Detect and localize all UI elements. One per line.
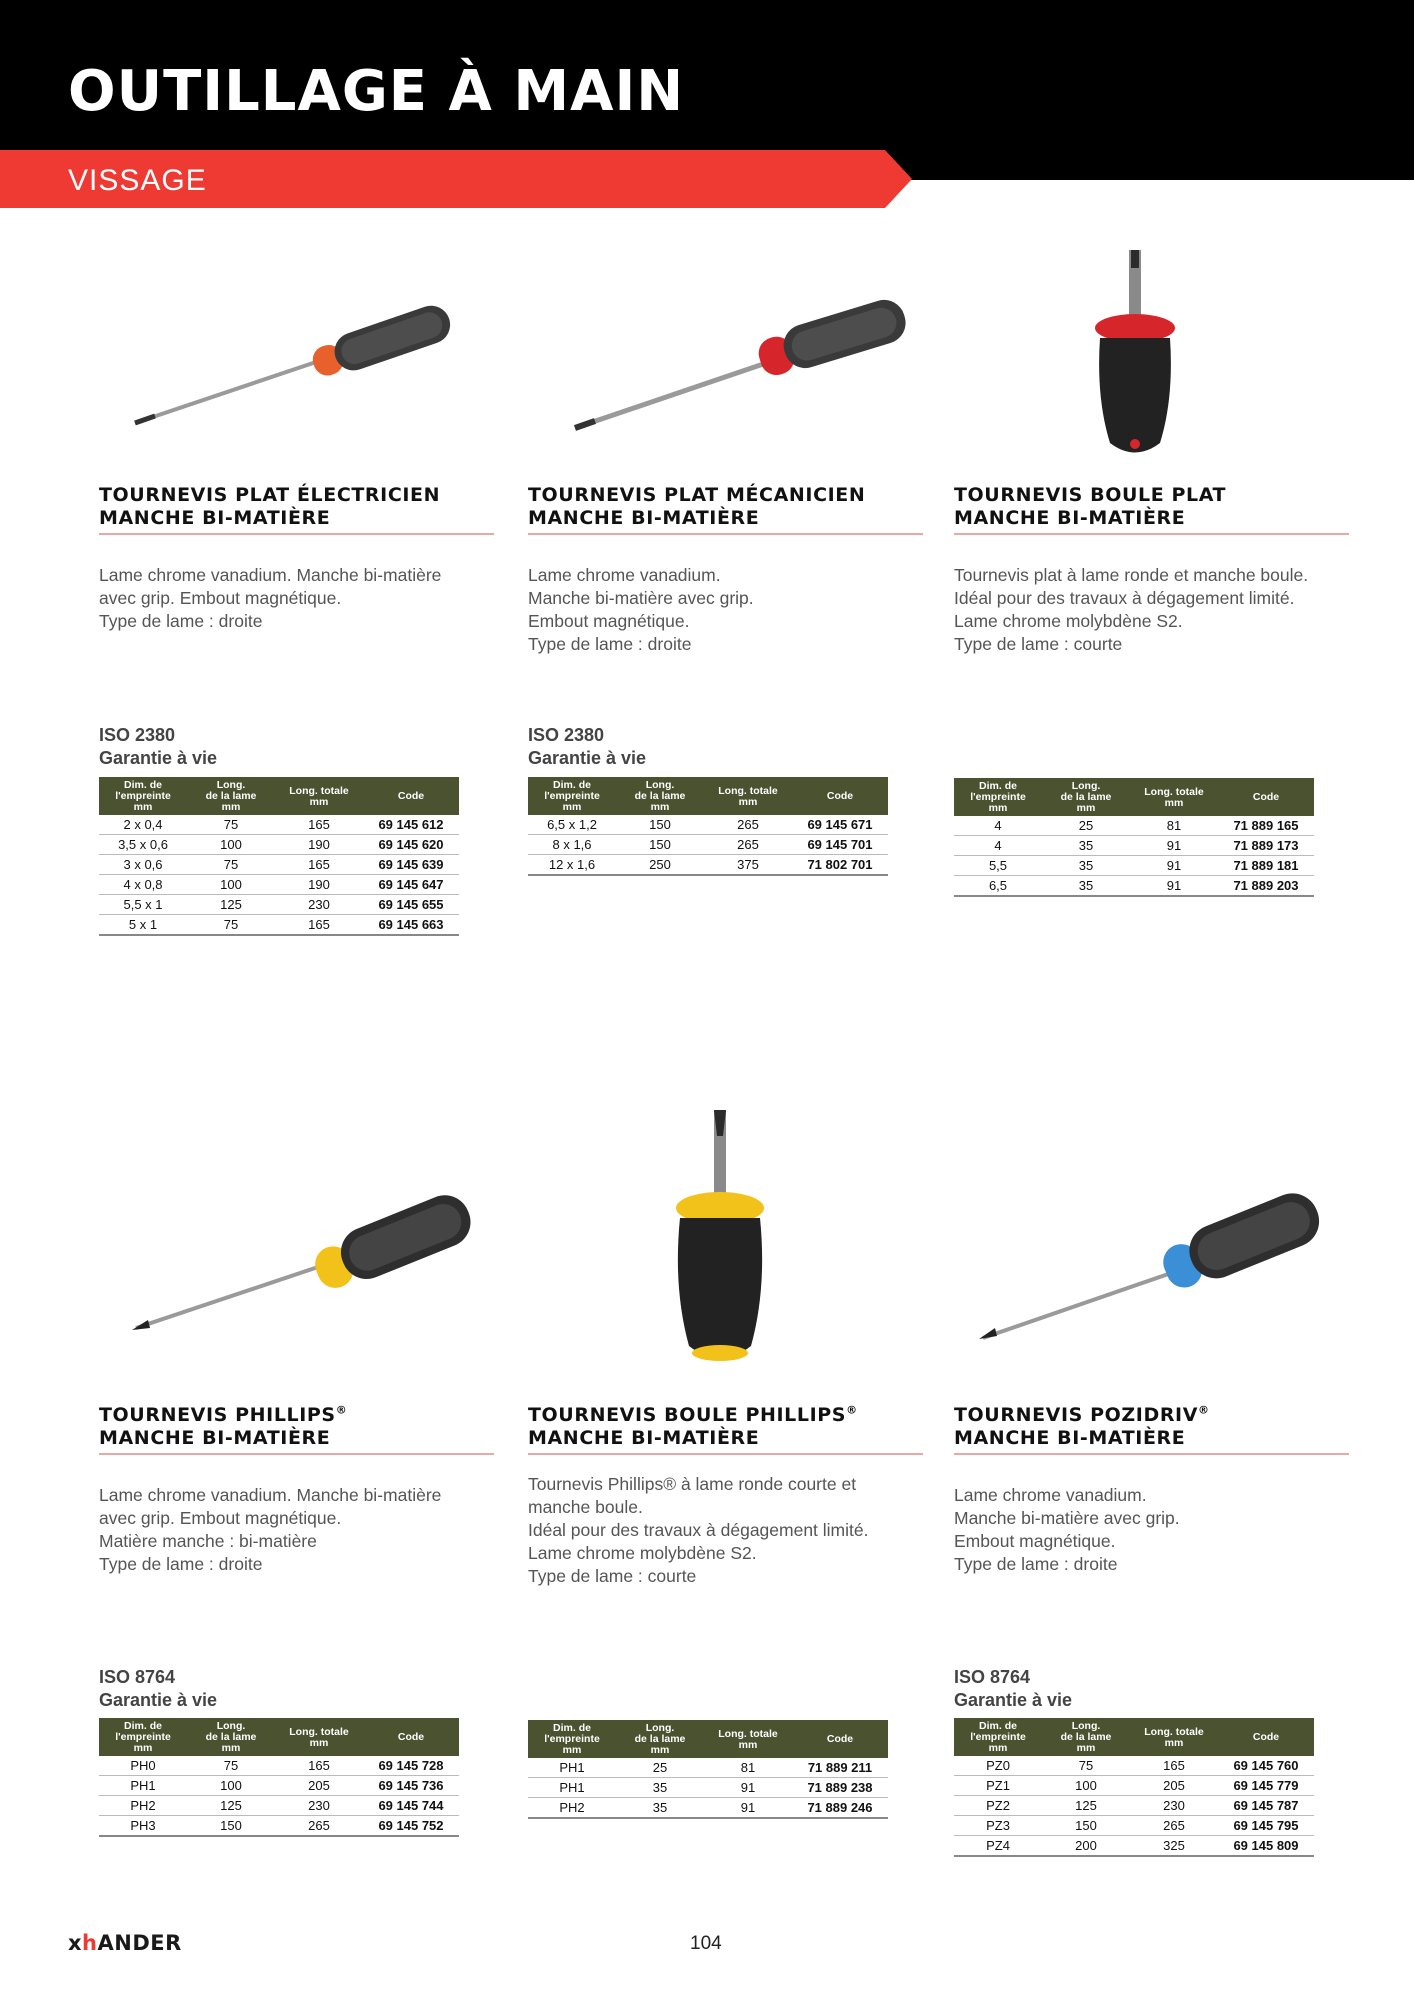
column-header-code: Code [363, 777, 459, 815]
product-standard: ISO 2380 Garantie à vie [99, 725, 218, 768]
table-cell: 91 [1130, 856, 1218, 876]
table-cell: 69 145 655 [363, 895, 459, 915]
product-title: TOURNEVIS PLAT MÉCANICIEN MANCHE BI-MATIÈRE [528, 484, 866, 529]
table-cell: 230 [275, 895, 363, 915]
table-cell: 265 [704, 815, 792, 835]
table-cell: 165 [275, 1756, 363, 1776]
spec-table [99, 777, 459, 936]
page-title: OUTILLAGE À MAIN [68, 59, 685, 124]
table-cell: 265 [275, 1816, 363, 1837]
product-description: Tournevis plat à lame ronde et manche boule. Idéal pour des travaux à dégagement limité. Lame chrome molybdène S2. Type de lame : courte [954, 565, 1309, 654]
table-row [528, 1758, 888, 1778]
table-row [99, 815, 459, 835]
table-cell: 69 145 736 [363, 1776, 459, 1796]
product-standard: ISO 8764 Garantie à vie [954, 1667, 1073, 1710]
table-row [99, 875, 459, 895]
table-cell: 81 [1130, 816, 1218, 836]
column-header-dim: Dim. de l'empreinte mm [528, 777, 616, 815]
table-cell: 5,5 x 1 [99, 895, 187, 915]
table-cell: 69 145 760 [1218, 1756, 1314, 1776]
column-header-code: Code [1218, 778, 1314, 816]
stubby-phillips-screwdriver-yellow-image [665, 1108, 775, 1373]
table-cell: 69 145 787 [1218, 1796, 1314, 1816]
table-cell: 71 889 165 [1218, 816, 1314, 836]
table-cell: 100 [187, 1776, 275, 1796]
table-row [528, 855, 888, 876]
product-description: Tournevis Phillips® à lame ronde courte et manche boule. Idéal pour des travaux à dégagement limité. Lame chrome molybdène S2. Type de lame : courte [528, 1474, 869, 1586]
table-cell: PH1 [528, 1758, 616, 1778]
table-row [99, 1816, 459, 1837]
table-cell: 150 [1042, 1816, 1130, 1836]
table-cell: 150 [616, 815, 704, 835]
title-divider [954, 1453, 1349, 1455]
table-cell: 91 [1130, 836, 1218, 856]
table-cell: PZ0 [954, 1756, 1042, 1776]
column-header-total: Long. totale mm [275, 1718, 363, 1756]
phillips-screwdriver-yellow-image [128, 1170, 483, 1340]
column-header-blade: Long. de la lame mm [616, 1720, 704, 1758]
table-cell: 100 [187, 835, 275, 855]
table-cell: 230 [275, 1796, 363, 1816]
table-cell: 100 [187, 875, 275, 895]
table-cell: 71 889 211 [792, 1758, 888, 1778]
table-header-row [954, 778, 1314, 816]
table-cell: 75 [187, 1756, 275, 1776]
table-cell: 69 145 809 [1218, 1836, 1314, 1857]
table-cell: 91 [704, 1798, 792, 1819]
title-divider [528, 1453, 923, 1455]
table-cell: 71 889 173 [1218, 836, 1314, 856]
table-cell: 91 [704, 1778, 792, 1798]
column-header-dim: Dim. de l'empreinte mm [99, 1718, 187, 1756]
table-cell: 5 x 1 [99, 915, 187, 936]
table-cell: 4 [954, 836, 1042, 856]
table-cell: 91 [1130, 876, 1218, 897]
column-header-dim: Dim. de l'empreinte mm [528, 1720, 616, 1758]
table-cell: 165 [275, 915, 363, 936]
table-row [528, 835, 888, 855]
table-cell: 69 145 779 [1218, 1776, 1314, 1796]
table-cell: 69 145 795 [1218, 1816, 1314, 1836]
table-cell: 69 145 744 [363, 1796, 459, 1816]
section-label: VISSAGE [68, 164, 207, 197]
table-cell: 3,5 x 0,6 [99, 835, 187, 855]
table-cell: 35 [1042, 876, 1130, 897]
table-cell: 69 145 701 [792, 835, 888, 855]
table-cell: 200 [1042, 1836, 1130, 1857]
table-cell: 8 x 1,6 [528, 835, 616, 855]
table-cell: 69 145 663 [363, 915, 459, 936]
spec-table [528, 777, 888, 876]
product-standard: ISO 8764 Garantie à vie [99, 1667, 218, 1710]
table-cell: 69 145 647 [363, 875, 459, 895]
table-cell: 6,5 x 1,2 [528, 815, 616, 835]
spec-table [99, 1718, 459, 1837]
table-cell: 205 [275, 1776, 363, 1796]
table-cell: 190 [275, 875, 363, 895]
column-header-total: Long. totale mm [1130, 1718, 1218, 1756]
table-cell: 125 [1042, 1796, 1130, 1816]
table-row [954, 1836, 1314, 1857]
table-cell: 125 [187, 1796, 275, 1816]
pozidriv-screwdriver-blue-image [975, 1160, 1335, 1340]
table-cell: PH0 [99, 1756, 187, 1776]
table-cell: 205 [1130, 1776, 1218, 1796]
table-cell: PH3 [99, 1816, 187, 1837]
table-cell: 75 [187, 915, 275, 936]
table-header-row [528, 777, 888, 815]
table-cell: 69 145 639 [363, 855, 459, 875]
table-cell: PH2 [99, 1796, 187, 1816]
table-cell: 69 145 752 [363, 1816, 459, 1837]
table-cell: 81 [704, 1758, 792, 1778]
table-cell: 125 [187, 895, 275, 915]
table-cell: 71 889 246 [792, 1798, 888, 1819]
title-divider [99, 1453, 494, 1455]
column-header-dim: Dim. de l'empreinte mm [99, 777, 187, 815]
table-cell: 150 [187, 1816, 275, 1837]
table-cell: 325 [1130, 1836, 1218, 1857]
table-cell: 5,5 [954, 856, 1042, 876]
table-header-row [954, 1718, 1314, 1756]
table-cell: 71 889 238 [792, 1778, 888, 1798]
flat-screwdriver-red-image [565, 290, 915, 440]
table-row [99, 895, 459, 915]
table-row [954, 1756, 1314, 1776]
column-header-code: Code [792, 777, 888, 815]
table-cell: 4 [954, 816, 1042, 836]
table-cell: 165 [275, 855, 363, 875]
table-cell: 69 145 671 [792, 815, 888, 835]
product-description: Lame chrome vanadium. Manche bi-matière avec grip. Embout magnétique. Type de lame : droite [99, 565, 442, 631]
table-cell: 35 [1042, 856, 1130, 876]
table-cell: 69 145 612 [363, 815, 459, 835]
table-cell: 4 x 0,8 [99, 875, 187, 895]
table-cell: 165 [275, 815, 363, 835]
table-cell: PH1 [528, 1778, 616, 1798]
column-header-total: Long. totale mm [275, 777, 363, 815]
table-header-row [99, 1718, 459, 1756]
table-row [99, 855, 459, 875]
product-title: TOURNEVIS PHILLIPS® MANCHE BI-MATIÈRE [99, 1403, 348, 1449]
column-header-blade: Long. de la lame mm [1042, 1718, 1130, 1756]
table-cell: 265 [704, 835, 792, 855]
table-cell: 69 145 620 [363, 835, 459, 855]
table-row [954, 1796, 1314, 1816]
table-cell: 190 [275, 835, 363, 855]
table-cell: 71 802 701 [792, 855, 888, 876]
column-header-blade: Long. de la lame mm [187, 777, 275, 815]
page-number: 104 [690, 1933, 722, 1954]
table-cell: PZ1 [954, 1776, 1042, 1796]
table-cell: 165 [1130, 1756, 1218, 1776]
table-cell: 35 [616, 1778, 704, 1798]
table-cell: PZ4 [954, 1836, 1042, 1857]
column-header-blade: Long. de la lame mm [616, 777, 704, 815]
table-row [954, 1776, 1314, 1796]
table-cell: 25 [616, 1758, 704, 1778]
table-row [99, 915, 459, 936]
table-cell: 71 889 203 [1218, 876, 1314, 897]
table-cell: 2 x 0,4 [99, 815, 187, 835]
product-standard: ISO 2380 Garantie à vie [528, 725, 647, 768]
table-header-row [99, 777, 459, 815]
table-row [528, 1798, 888, 1819]
table-row [954, 1816, 1314, 1836]
table-cell: PH1 [99, 1776, 187, 1796]
column-header-blade: Long. de la lame mm [1042, 778, 1130, 816]
table-cell: 265 [1130, 1816, 1218, 1836]
table-row [954, 816, 1314, 836]
table-cell: 25 [1042, 816, 1130, 836]
table-row [99, 835, 459, 855]
table-row [99, 1776, 459, 1796]
column-header-blade: Long. de la lame mm [187, 1718, 275, 1756]
table-cell: 75 [187, 815, 275, 835]
table-cell: 35 [1042, 836, 1130, 856]
column-header-dim: Dim. de l'empreinte mm [954, 778, 1042, 816]
table-cell: 230 [1130, 1796, 1218, 1816]
table-row [99, 1756, 459, 1776]
column-header-total: Long. totale mm [704, 777, 792, 815]
column-header-code: Code [1218, 1718, 1314, 1756]
column-header-dim: Dim. de l'empreinte mm [954, 1718, 1042, 1756]
spec-table [528, 1720, 888, 1819]
table-cell: 6,5 [954, 876, 1042, 897]
spec-table [954, 778, 1314, 897]
table-cell: 375 [704, 855, 792, 876]
product-description: Lame chrome vanadium. Manche bi-matière avec grip. Embout magnétique. Type de lame : droite [528, 565, 754, 654]
svg-text:xhANDER: xhANDER [68, 1931, 182, 1954]
product-description: Lame chrome vanadium. Manche bi-matière avec grip. Embout magnétique. Type de lame : droite [954, 1485, 1180, 1574]
table-cell: 75 [1042, 1756, 1130, 1776]
table-row [99, 1796, 459, 1816]
table-cell: 250 [616, 855, 704, 876]
table-cell: PZ2 [954, 1796, 1042, 1816]
brand-logo [68, 1930, 220, 1954]
title-divider [954, 533, 1349, 535]
column-header-total: Long. totale mm [704, 1720, 792, 1758]
table-row [528, 815, 888, 835]
title-divider [528, 533, 923, 535]
table-cell: 71 889 181 [1218, 856, 1314, 876]
table-header-row [528, 1720, 888, 1758]
product-title: TOURNEVIS BOULE PHILLIPS® MANCHE BI-MATIÈRE [528, 1403, 858, 1449]
table-row [954, 836, 1314, 856]
column-header-code: Code [363, 1718, 459, 1756]
column-header-code: Code [792, 1720, 888, 1758]
table-cell: 35 [616, 1798, 704, 1819]
table-cell: 12 x 1,6 [528, 855, 616, 876]
table-cell: 100 [1042, 1776, 1130, 1796]
stubby-flat-screwdriver-red-image [1088, 248, 1183, 463]
column-header-total: Long. totale mm [1130, 778, 1218, 816]
product-description: Lame chrome vanadium. Manche bi-matière avec grip. Embout magnétique. Matière manche : bi-matière Type de lame : droite [99, 1485, 442, 1574]
product-title: TOURNEVIS PLAT ÉLECTRICIEN MANCHE BI-MATIÈRE [99, 484, 441, 529]
product-title: TOURNEVIS POZIDRIV® MANCHE BI-MATIÈRE [954, 1403, 1210, 1449]
table-row [528, 1778, 888, 1798]
table-row [954, 876, 1314, 897]
spec-table [954, 1718, 1314, 1857]
table-cell: 75 [187, 855, 275, 875]
table-cell: 3 x 0,6 [99, 855, 187, 875]
table-cell: 69 145 728 [363, 1756, 459, 1776]
table-cell: PZ3 [954, 1816, 1042, 1836]
flat-screwdriver-orange-image [125, 285, 460, 435]
title-divider [99, 533, 494, 535]
table-row [954, 856, 1314, 876]
product-title: TOURNEVIS BOULE PLAT MANCHE BI-MATIÈRE [954, 484, 1227, 529]
table-cell: 150 [616, 835, 704, 855]
table-cell: PH2 [528, 1798, 616, 1819]
